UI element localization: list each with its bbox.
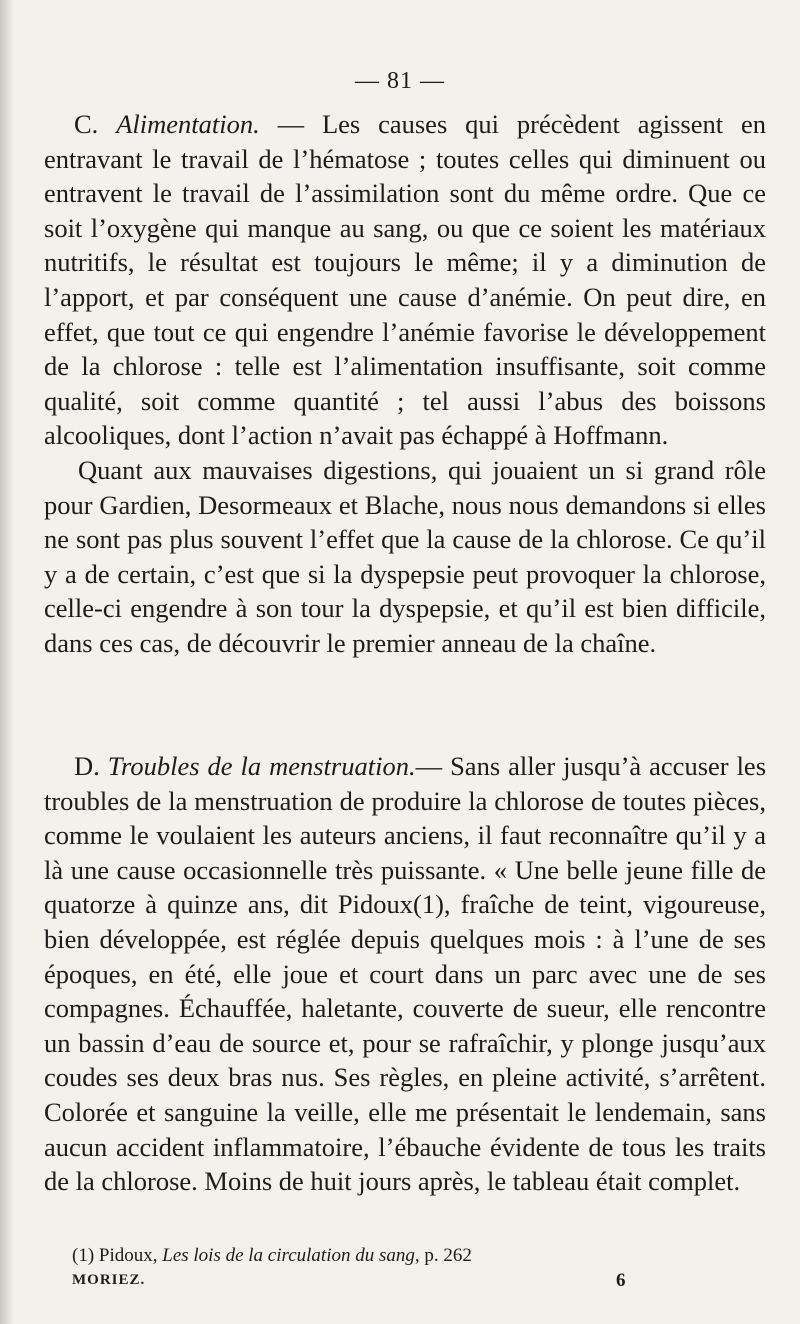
section-d-letter: D. [74, 751, 100, 781]
footnote-suffix: , p. 262 [414, 1245, 472, 1266]
section-c-paragraph-1 [44, 107, 766, 453]
sheet-number: 6 [616, 1270, 626, 1291]
section-d-title: Troubles de la menstruation. [107, 751, 416, 781]
section-d-paragraph [44, 749, 766, 1199]
footnote [72, 1244, 762, 1268]
footnote-prefix: (1) Pidoux, [72, 1245, 163, 1266]
footnote-title: Les lois de la circulation du sang [162, 1245, 415, 1266]
section-c-text: — Les causes qui précèdent agissent en entravant le travail de l’hématose ; toutes celles qui diminuent ou entravent le travail de l’assimilation sont du même ordre. Que ce soit l’oxygène qui manque au sang, ou que ce soient les matériaux nutritifs, le résultat est toujours le même; il y a diminution de l’apport, et par conséquent une cause d’anémie. On peut dire, en effet, que tout ce qui engendre l’anémie favorise le développement de la chlorose : telle est l’alimentation insuffisante, soit comme qualité, soit comme quantité ; tel aussi l’abus des boissons alcooliques, dont l’action n’avait pas échappé à Hoffmann. [44, 109, 766, 451]
section-d [44, 749, 766, 1199]
section-d-text: — Sans aller jusqu’à accuser les troubles de la menstruation de produire la chlorose de toutes pièces, comme le voulaient les auteurs anciens, il faut reconnaître qu’il y a là une cause occasionnelle très puissante. « Une belle jeune fille de quatorze à quinze ans, dit Pidoux(1), fraîche de teint, vigoureuse, bien développée, est réglée depuis quelques mois : à l’une de ses époques, en été, elle joue et court dans un parc avec une de ses compagnes. Échauffée, haletante, couverte de sueur, elle rencontre un bassin d’eau de source et, pour se rafraîchir, y plonge jusqu’aux coudes ses deux bras nus. Ses règles, en pleine activité, s’arrêtent. Colorée et sanguine la veille, elle me présentait le lendemain, sans aucun accident inflammatoire, l’ébauche évidente de tous les traits de la chlorose. Moins de huit jours après, le tableau était complet. [44, 751, 767, 1197]
section-c-paragraph-2: Quant aux mauvaises digestions, qui jouaient un si grand rôle pour Gardien, Desormeaux et Blache, nous nous demandons si elles ne sont pas plus souvent l’effet que la cause de la chlorose. Ce qu’il y a de certain, c’est que si la dyspepsie peut provoquer la chlorose, celle-ci engendre à son tour la dyspepsie, et qu’il est bien difficile, dans ces cas, de découvrir le premier anneau de la chaîne. [44, 454, 766, 658]
section-c-letter: C. [74, 109, 99, 139]
section-c [44, 107, 766, 661]
section-c-title: Alimentation. [116, 109, 260, 139]
binding-shadow [0, 0, 14, 1324]
page-number: — 81 — [355, 68, 445, 94]
printer-signature: MORIEZ. [72, 1272, 146, 1288]
